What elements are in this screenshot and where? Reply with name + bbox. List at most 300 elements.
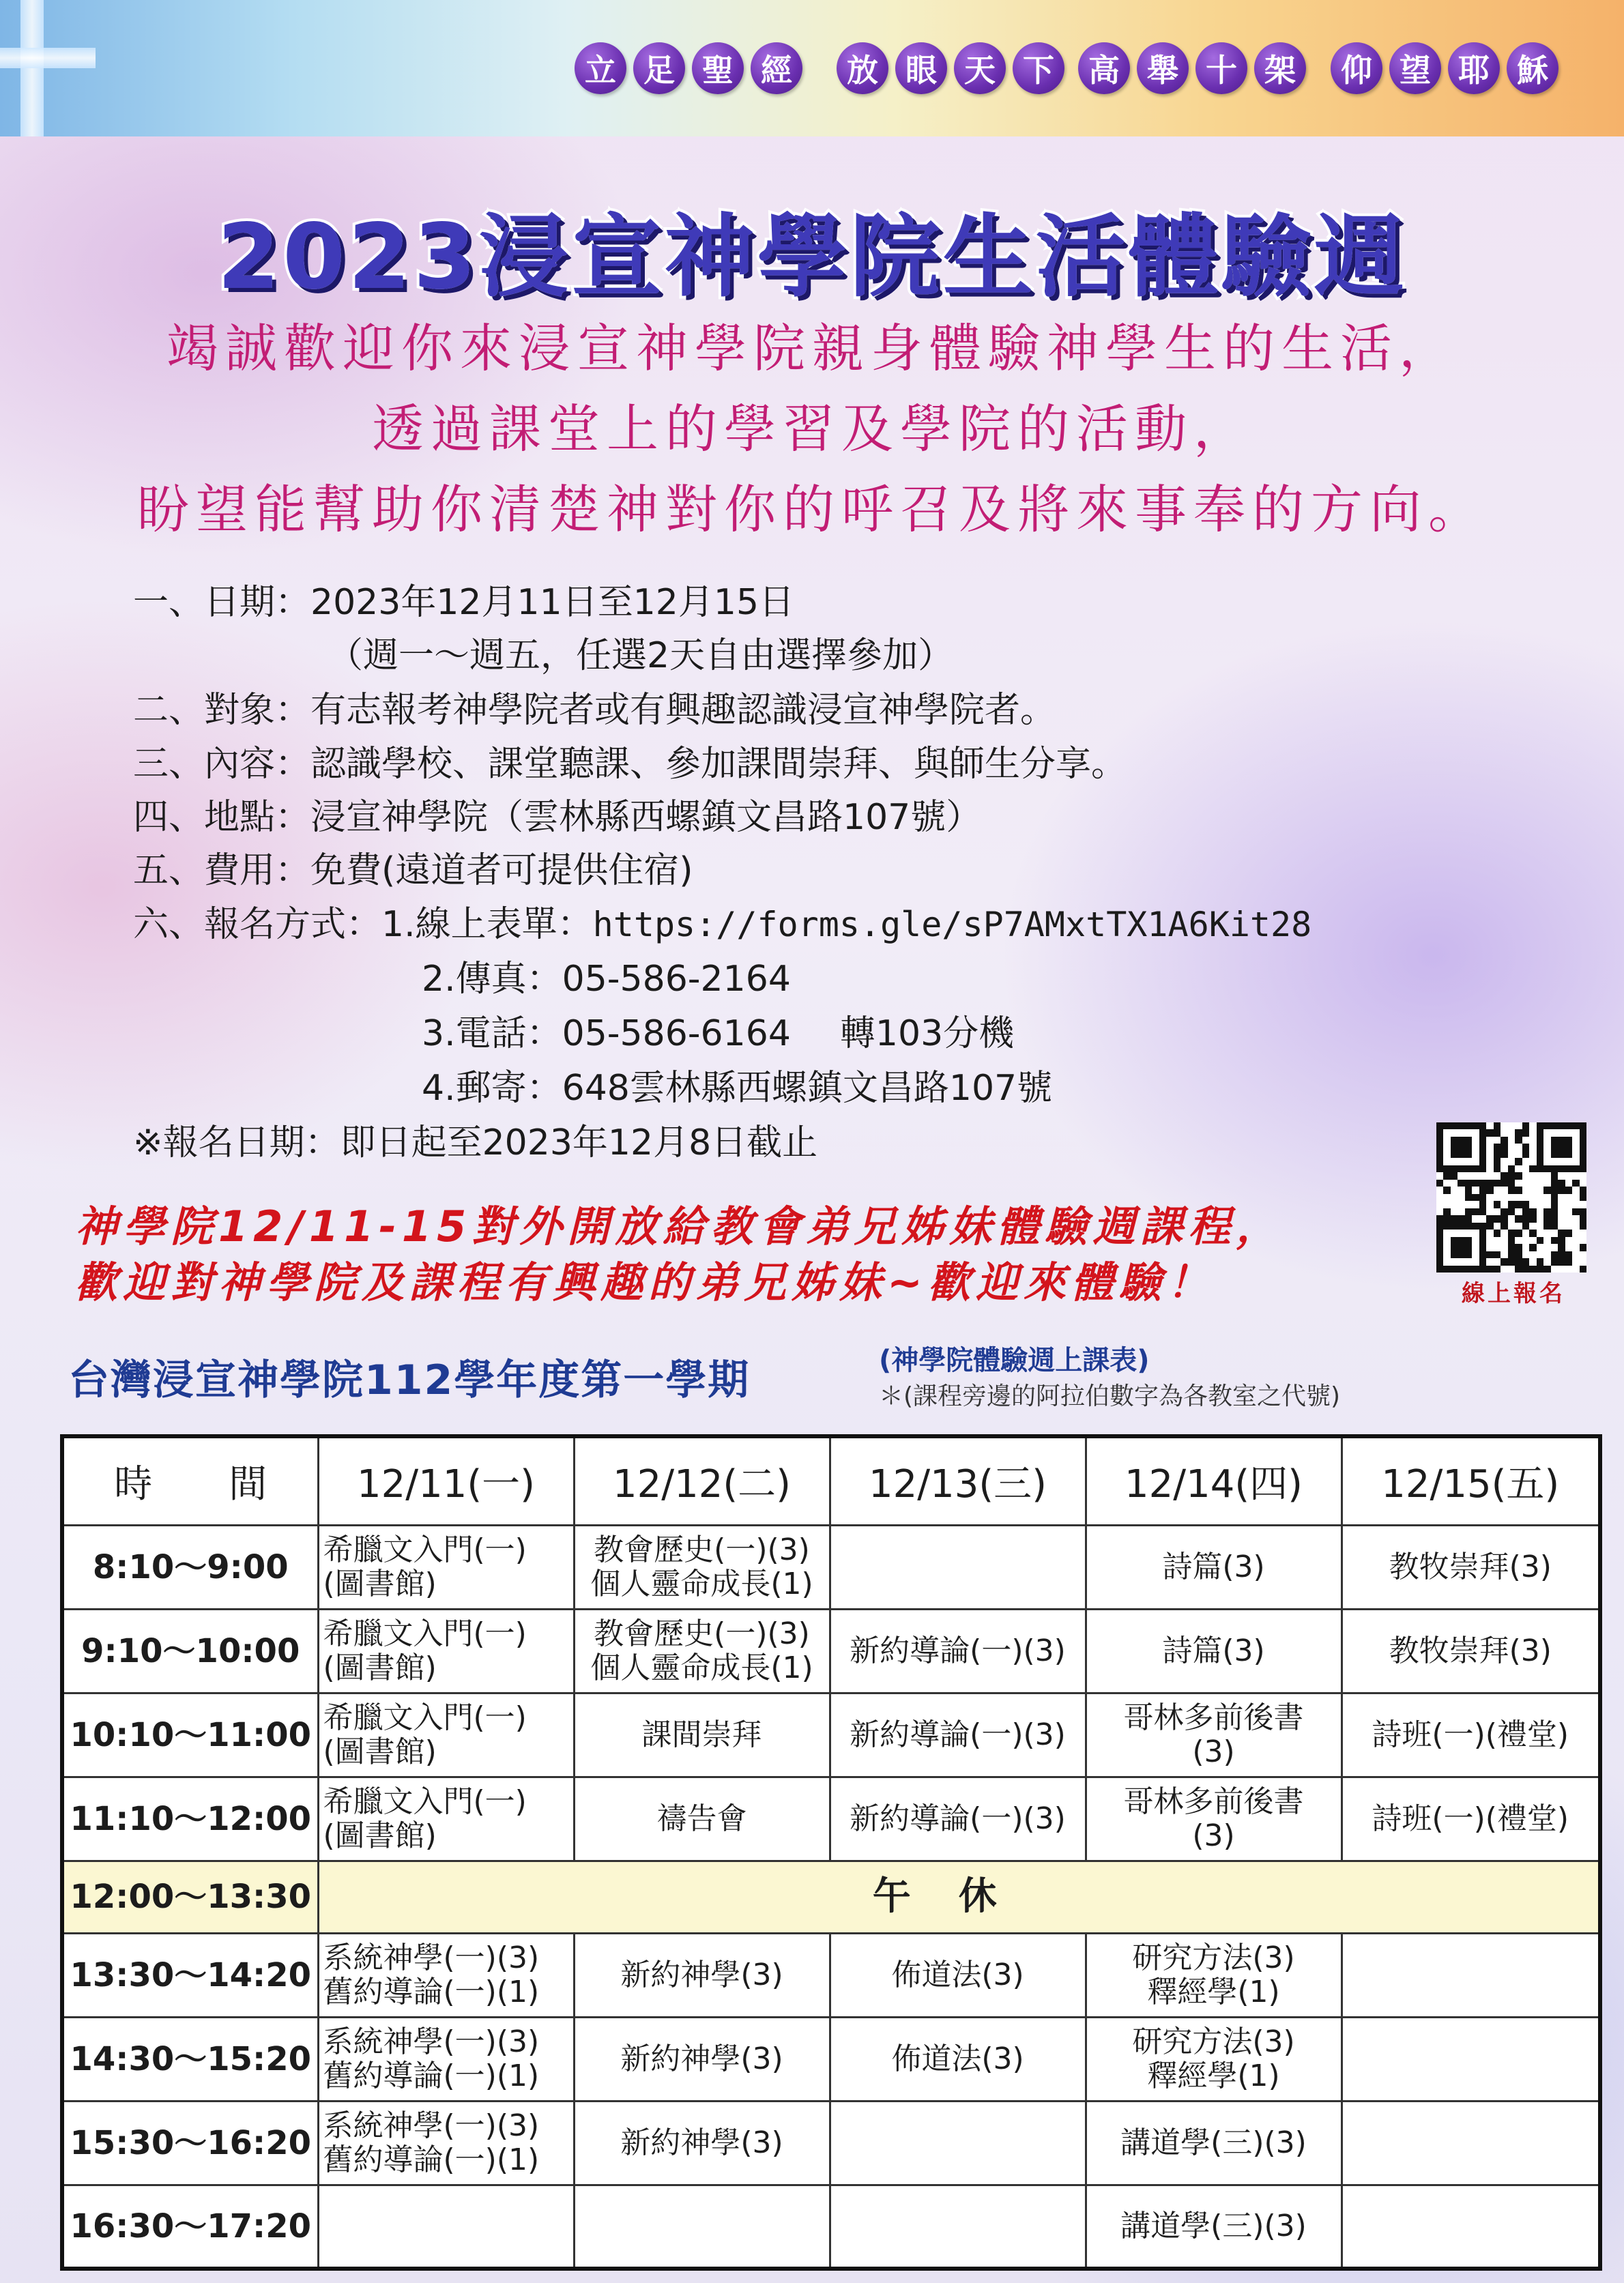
course-name: (3) [1192, 1818, 1235, 1853]
notice-line-1: 神學院12/11-15對外開放給教會弟兄姊妹體驗週課程， [75, 1202, 1284, 1251]
qr-module [1551, 1266, 1558, 1273]
qr-module [1500, 1172, 1507, 1179]
qr-module [1486, 1144, 1493, 1150]
qr-module [1558, 1230, 1565, 1236]
qr-module [1472, 1180, 1479, 1187]
qr-module [1537, 1251, 1543, 1258]
qr-module [1515, 1208, 1522, 1215]
qr-module [1451, 1180, 1458, 1187]
qr-module [1443, 1151, 1450, 1158]
qr-module [1486, 1194, 1493, 1201]
qr-module [1580, 1194, 1586, 1201]
qr-module [1508, 1187, 1515, 1193]
qr-module [1458, 1258, 1464, 1265]
qr-module [1537, 1151, 1543, 1158]
course-name: 釋經學(1) [1147, 2058, 1280, 2093]
qr-module [1494, 1165, 1500, 1172]
qr-module [1508, 1137, 1515, 1144]
qr-module [1537, 1215, 1543, 1222]
header-day: 12/15(五) [1342, 1436, 1600, 1526]
qr-module [1572, 1208, 1579, 1215]
info-signup-mail: 4.郵寄：648雲林縣西螺鎮文昌路107號 [422, 1068, 1053, 1109]
motto-char: 穌 [1507, 42, 1558, 94]
qr-module [1543, 1237, 1550, 1244]
qr-module [1465, 1237, 1472, 1244]
course-name: 個人靈命成長(1) [590, 1650, 813, 1685]
qr-module [1465, 1187, 1472, 1193]
qr-module [1494, 1201, 1500, 1208]
qr-module [1500, 1158, 1507, 1165]
qr-module [1558, 1201, 1565, 1208]
qr-module [1458, 1122, 1464, 1129]
qr-module [1565, 1244, 1572, 1251]
qr-module [1465, 1194, 1472, 1201]
qr-module [1443, 1180, 1450, 1187]
qr-module [1494, 1223, 1500, 1230]
qr-module [1486, 1258, 1493, 1265]
qr-module [1472, 1223, 1479, 1230]
qr-module [1458, 1237, 1464, 1244]
qr-module [1486, 1165, 1493, 1172]
qr-module [1565, 1266, 1572, 1273]
qr-module [1458, 1172, 1464, 1179]
qr-module [1443, 1223, 1450, 1230]
qr-module [1443, 1251, 1450, 1258]
qr-module [1565, 1187, 1572, 1193]
course-cell [830, 2185, 1086, 2269]
qr-module [1515, 1215, 1522, 1222]
course-cell [1342, 1609, 1600, 1693]
table-row [62, 1933, 1600, 2017]
table-row [62, 2101, 1600, 2185]
qr-module [1465, 1172, 1472, 1179]
qr-module [1551, 1230, 1558, 1236]
qr-module [1486, 1215, 1493, 1222]
course-name: 哥林多前後書 [1123, 1700, 1304, 1735]
qr-module [1465, 1266, 1472, 1273]
qr-module [1580, 1237, 1586, 1244]
course-name: 個人靈命成長(1) [590, 1566, 813, 1601]
qr-module [1436, 1215, 1443, 1222]
qr-code[interactable] [1436, 1122, 1586, 1273]
qr-module [1529, 1266, 1536, 1273]
qr-module [1565, 1201, 1572, 1208]
qr-module [1465, 1158, 1472, 1165]
qr-module [1551, 1208, 1558, 1215]
qr-module [1551, 1180, 1558, 1187]
qr-module [1500, 1237, 1507, 1244]
qr-module [1508, 1151, 1515, 1158]
qr-module [1529, 1244, 1536, 1251]
info-content [133, 735, 1127, 786]
qr-module [1465, 1251, 1472, 1258]
qr-module [1565, 1223, 1572, 1230]
qr-module [1515, 1223, 1522, 1230]
qr-module [1522, 1194, 1529, 1201]
info-signup-label: 六、報名方式： [133, 904, 382, 945]
qr-module [1551, 1237, 1558, 1244]
qr-module [1451, 1187, 1458, 1193]
info-signup-1-label: 1.線上表單： [381, 904, 593, 945]
qr-module [1515, 1230, 1522, 1236]
qr-module [1451, 1122, 1458, 1129]
qr-module [1529, 1180, 1536, 1187]
course-cell [1342, 2185, 1600, 2269]
qr-module [1508, 1172, 1515, 1179]
qr-module [1436, 1187, 1443, 1193]
info-date-value: 2023年12月11日至12月15日 [310, 582, 795, 623]
course-cell [318, 1526, 574, 1610]
qr-module [1543, 1180, 1550, 1187]
qr-module [1451, 1208, 1458, 1215]
course-name: (圖書館) [323, 1734, 437, 1769]
signup-form-link[interactable]: https://forms.gle/sP7AMxtTX1A6Kit28 [592, 905, 1312, 944]
qr-module [1472, 1151, 1479, 1158]
qr-module [1522, 1151, 1529, 1158]
course-name: 研究方法(3) [1132, 2024, 1295, 2059]
course-cell [318, 1777, 574, 1861]
course-name: 教會歷史(一)(3) [594, 1532, 810, 1567]
qr-module [1558, 1244, 1565, 1251]
course-name: 新約神學(3) [620, 2041, 783, 2076]
intro-line-3: 盼望能幫助你清楚神對你的呼召及將來事奉的方向。 [137, 479, 1487, 540]
qr-module [1443, 1258, 1450, 1265]
qr-module [1500, 1180, 1507, 1187]
qr-module [1472, 1237, 1479, 1244]
qr-module [1486, 1180, 1493, 1187]
course-name: 舊約導論(一)(1) [323, 2142, 540, 2177]
qr-module [1479, 1144, 1486, 1150]
lunch-cell: 午休 [318, 1861, 1600, 1933]
qr-module [1551, 1215, 1558, 1222]
qr-module [1551, 1244, 1558, 1251]
qr-module [1572, 1244, 1579, 1251]
qr-module [1486, 1122, 1493, 1129]
qr-module [1494, 1122, 1500, 1129]
schedule-subtitle: (神學院體驗週上課表) [879, 1345, 1150, 1376]
qr-module [1537, 1187, 1543, 1193]
table-row [62, 1526, 1600, 1610]
qr-module [1443, 1201, 1450, 1208]
time-cell: 11:10～12:00 [62, 1777, 318, 1861]
course-name: 佈道法(3) [891, 2041, 1024, 2076]
qr-module [1479, 1187, 1486, 1193]
qr-module [1508, 1165, 1515, 1172]
qr-module [1565, 1165, 1572, 1172]
qr-module [1543, 1215, 1550, 1222]
course-cell [318, 1693, 574, 1777]
qr-module [1508, 1237, 1515, 1244]
qr-module [1494, 1208, 1500, 1215]
qr-module [1451, 1144, 1458, 1150]
qr-module [1558, 1258, 1565, 1265]
qr-module [1508, 1251, 1515, 1258]
qr-module [1515, 1251, 1522, 1258]
qr-module [1558, 1251, 1565, 1258]
qr-module [1515, 1237, 1522, 1244]
qr-module [1522, 1172, 1529, 1179]
qr-module [1458, 1129, 1464, 1136]
qr-module [1472, 1165, 1479, 1172]
qr-module [1465, 1165, 1472, 1172]
qr-module [1572, 1137, 1579, 1144]
qr-module [1515, 1151, 1522, 1158]
course-cell [1086, 2017, 1342, 2101]
qr-module [1558, 1172, 1565, 1179]
info-fee [133, 841, 693, 892]
header-day: 12/13(三) [830, 1436, 1086, 1526]
qr-module [1572, 1129, 1579, 1136]
qr-module [1465, 1230, 1472, 1236]
qr-module [1494, 1258, 1500, 1265]
qr-module [1529, 1251, 1536, 1258]
course-name: 教會歷史(一)(3) [594, 1616, 810, 1651]
qr-module [1558, 1158, 1565, 1165]
qr-module [1551, 1194, 1558, 1201]
qr-module [1486, 1251, 1493, 1258]
qr-module [1443, 1172, 1450, 1179]
motto-char: 仰 [1331, 42, 1382, 94]
qr-module [1529, 1223, 1536, 1230]
info-signup-fax: 2.傳真：05-586-2164 [422, 959, 791, 1000]
qr-module [1529, 1237, 1536, 1244]
info-signup [133, 895, 1311, 946]
qr-module [1543, 1144, 1550, 1150]
qr-module [1543, 1187, 1550, 1193]
qr-module [1500, 1258, 1507, 1265]
qr-module [1472, 1244, 1479, 1251]
qr-module [1551, 1122, 1558, 1129]
qr-module [1565, 1194, 1572, 1201]
course-cell [1086, 1777, 1342, 1861]
qr-module [1465, 1144, 1472, 1150]
header-day: 12/11(一) [318, 1436, 574, 1526]
qr-module [1451, 1258, 1458, 1265]
qr-module [1451, 1137, 1458, 1144]
qr-module [1508, 1208, 1515, 1215]
info-deadline: ※報名日期：即日起至2023年12月8日截止 [133, 1122, 818, 1163]
motto-char: 架 [1254, 42, 1306, 94]
qr-module [1472, 1129, 1479, 1136]
time-cell: 8:10～9:00 [62, 1526, 318, 1610]
table-header-row [62, 1436, 1600, 1526]
qr-module [1508, 1180, 1515, 1187]
qr-module [1522, 1129, 1529, 1136]
course-cell [830, 1609, 1086, 1693]
qr-module [1558, 1137, 1565, 1144]
qr-module [1494, 1266, 1500, 1273]
course-cell [574, 1526, 830, 1610]
qr-module [1537, 1122, 1543, 1129]
qr-module [1565, 1122, 1572, 1129]
qr-module [1479, 1215, 1486, 1222]
qr-module [1543, 1122, 1550, 1129]
qr-module [1529, 1158, 1536, 1165]
qr-module [1558, 1187, 1565, 1193]
qr-module [1508, 1266, 1515, 1273]
qr-module [1529, 1201, 1536, 1208]
qr-module [1565, 1144, 1572, 1150]
qr-module [1551, 1151, 1558, 1158]
qr-module [1436, 1258, 1443, 1265]
course-cell [1086, 2101, 1342, 2185]
qr-module [1436, 1129, 1443, 1136]
qr-module [1580, 1201, 1586, 1208]
qr-module [1486, 1230, 1493, 1236]
course-cell [318, 2017, 574, 2101]
qr-module [1529, 1208, 1536, 1215]
qr-module [1465, 1129, 1472, 1136]
course-name: 研究方法(3) [1132, 1940, 1295, 1975]
qr-module [1494, 1215, 1500, 1222]
qr-module [1436, 1137, 1443, 1144]
qr-module [1443, 1187, 1450, 1193]
qr-module [1522, 1237, 1529, 1244]
course-cell [1086, 1693, 1342, 1777]
course-name: 詩班(一)(禮堂) [1372, 1801, 1569, 1836]
qr-module [1508, 1230, 1515, 1236]
motto-group-4 [1331, 42, 1558, 100]
course-name: 課間崇拜 [641, 1717, 762, 1752]
qr-module [1479, 1244, 1486, 1251]
qr-module [1500, 1144, 1507, 1150]
motto-char: 聖 [692, 42, 744, 94]
qr-module [1522, 1144, 1529, 1150]
qr-module [1465, 1215, 1472, 1222]
qr-module [1515, 1137, 1522, 1144]
info-fee-value: 免費(遠道者可提供住宿) [310, 850, 693, 891]
qr-module [1436, 1158, 1443, 1165]
info-target-value: 有志報考神學院者或有興趣認識浸宣神學院者。 [310, 690, 1056, 731]
qr-module [1522, 1122, 1529, 1129]
motto-char: 耶 [1448, 42, 1500, 94]
qr-module [1543, 1230, 1550, 1236]
qr-module [1451, 1230, 1458, 1236]
qr-module [1565, 1158, 1572, 1165]
course-cell [574, 1777, 830, 1861]
motto-char: 經 [751, 42, 802, 94]
qr-module [1494, 1237, 1500, 1244]
qr-module [1479, 1129, 1486, 1136]
qr-module [1465, 1244, 1472, 1251]
qr-module [1529, 1122, 1536, 1129]
qr-module [1543, 1244, 1550, 1251]
course-cell [1342, 1933, 1600, 2017]
qr-module [1486, 1151, 1493, 1158]
qr-module [1572, 1251, 1579, 1258]
qr-module [1537, 1137, 1543, 1144]
qr-module [1529, 1194, 1536, 1201]
qr-module [1500, 1266, 1507, 1273]
qr-module [1458, 1137, 1464, 1144]
course-cell [1342, 1526, 1600, 1610]
qr-module [1515, 1129, 1522, 1136]
qr-module [1436, 1237, 1443, 1244]
qr-module [1472, 1215, 1479, 1222]
info-place-label: 四、地點： [133, 797, 311, 838]
course-name: 禱告會 [656, 1801, 747, 1836]
course-cell [1086, 2185, 1342, 2269]
qr-module [1465, 1122, 1472, 1129]
qr-module [1522, 1187, 1529, 1193]
qr-module [1443, 1266, 1450, 1273]
qr-module [1522, 1215, 1529, 1222]
qr-module [1458, 1244, 1464, 1251]
qr-module [1458, 1144, 1464, 1150]
qr-module [1543, 1172, 1550, 1179]
qr-module [1436, 1251, 1443, 1258]
qr-module [1543, 1137, 1550, 1144]
info-signup-phone-number: 3.電話：05-586-6164 [422, 1013, 791, 1054]
course-cell [1086, 1609, 1342, 1693]
qr-module [1572, 1201, 1579, 1208]
qr-module [1508, 1258, 1515, 1265]
qr-module [1436, 1230, 1443, 1236]
schedule-table [60, 1434, 1602, 2271]
header-day: 12/14(四) [1086, 1436, 1342, 1526]
qr-module [1537, 1201, 1543, 1208]
qr-module [1500, 1208, 1507, 1215]
qr-module [1443, 1230, 1450, 1236]
course-name: 新約導論(一)(3) [850, 1717, 1066, 1752]
qr-module [1494, 1230, 1500, 1236]
qr-module [1443, 1144, 1450, 1150]
qr-module [1479, 1223, 1486, 1230]
qr-module [1458, 1158, 1464, 1165]
info-place [133, 788, 981, 839]
qr-module [1558, 1194, 1565, 1201]
qr-module [1436, 1266, 1443, 1273]
qr-module [1537, 1230, 1543, 1236]
qr-module [1451, 1151, 1458, 1158]
qr-module [1515, 1165, 1522, 1172]
qr-module [1572, 1180, 1579, 1187]
course-name: 新約神學(3) [620, 1957, 783, 1992]
course-name: 哥林多前後書 [1123, 1784, 1304, 1819]
qr-module [1500, 1201, 1507, 1208]
qr-module [1522, 1201, 1529, 1208]
qr-module [1522, 1230, 1529, 1236]
qr-module [1500, 1137, 1507, 1144]
qr-module [1500, 1215, 1507, 1222]
qr-module [1551, 1187, 1558, 1193]
course-cell [830, 1933, 1086, 2017]
qr-module [1565, 1230, 1572, 1236]
qr-module [1580, 1144, 1586, 1150]
qr-module [1529, 1137, 1536, 1144]
motto-char: 高 [1078, 42, 1130, 94]
qr-module [1494, 1137, 1500, 1144]
qr-module [1543, 1208, 1550, 1215]
intro-line-1: 竭誠歡迎你來浸宣神學院親身體驗神學生的生活， [166, 318, 1458, 379]
qr-module [1500, 1223, 1507, 1230]
qr-module [1515, 1180, 1522, 1187]
course-cell [318, 1933, 574, 2017]
qr-module [1565, 1180, 1572, 1187]
course-name: (圖書館) [323, 1566, 437, 1601]
qr-module [1451, 1223, 1458, 1230]
qr-module [1580, 1244, 1586, 1251]
qr-module [1580, 1230, 1586, 1236]
qr-module [1508, 1223, 1515, 1230]
qr-module [1572, 1187, 1579, 1193]
info-content-label: 三、內容： [133, 744, 311, 785]
qr-module [1515, 1187, 1522, 1193]
info-target-label: 二、對象： [133, 690, 311, 731]
qr-module [1508, 1201, 1515, 1208]
qr-module [1580, 1187, 1586, 1193]
qr-module [1515, 1244, 1522, 1251]
